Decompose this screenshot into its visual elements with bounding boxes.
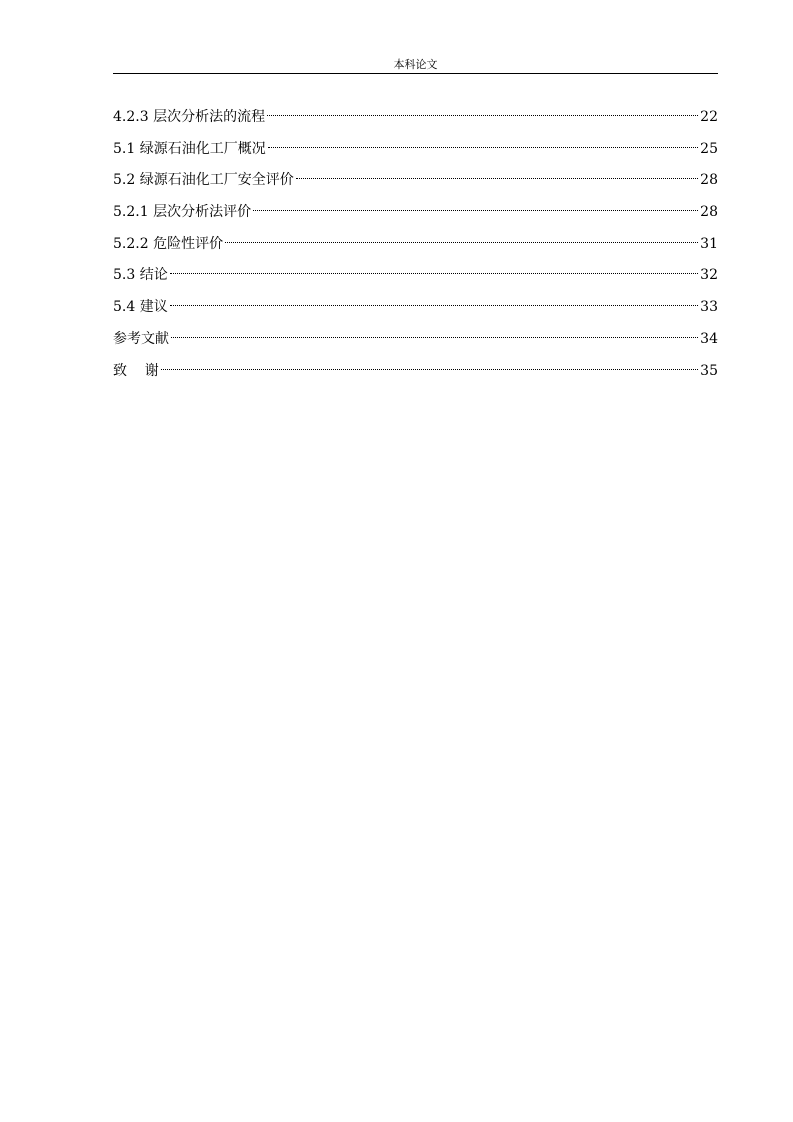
toc-entry-page: 28: [700, 204, 718, 221]
toc-entry[interactable]: [113, 321, 718, 353]
toc-entry-title: 5.4 建议: [113, 299, 168, 316]
toc-entry[interactable]: [113, 162, 718, 194]
toc-dot-leader: [268, 131, 698, 153]
table-of-contents: [113, 99, 718, 384]
toc-entry[interactable]: [113, 257, 718, 289]
toc-entry-title: 参考文献: [113, 330, 169, 347]
toc-entry-page: 25: [700, 140, 718, 157]
toc-entry-title: 致 谢: [113, 362, 159, 379]
toc-entry-title: 5.3 结论: [113, 267, 168, 284]
toc-dot-leader: [267, 99, 698, 121]
running-header: 本科论文: [393, 58, 438, 71]
toc-entry-page: 31: [700, 235, 718, 252]
toc-dot-leader: [170, 257, 698, 279]
toc-entry-page: 34: [700, 330, 718, 347]
toc-entry[interactable]: [113, 289, 718, 321]
toc-entry-page: 33: [700, 299, 718, 316]
toc-entry[interactable]: [113, 131, 718, 163]
toc-entry[interactable]: [113, 353, 718, 385]
toc-dot-leader: [225, 226, 698, 248]
toc-entry-title: 5.2.2 危险性评价: [113, 235, 224, 252]
toc-dot-leader: [171, 321, 698, 343]
toc-entry-title: 5.2 绿源石油化工厂安全评价: [113, 172, 294, 189]
toc-dot-leader: [170, 289, 698, 311]
toc-dot-leader: [296, 162, 698, 184]
toc-dot-leader: [161, 353, 698, 375]
header-divider: [113, 73, 718, 74]
toc-entry-page: 35: [700, 362, 718, 379]
toc-entry[interactable]: [113, 99, 718, 131]
toc-entry-page: 22: [700, 109, 718, 125]
toc-entry-title: 4.2.3 层次分析法的流程: [113, 109, 266, 125]
toc-entry[interactable]: [113, 226, 718, 258]
toc-entry-title: 5.2.1 层次分析法评价: [113, 204, 252, 221]
toc-entry[interactable]: [113, 194, 718, 226]
toc-entry-page: 32: [700, 267, 718, 284]
toc-dot-leader: [253, 194, 698, 216]
toc-entry-title: 5.1 绿源石油化工厂概况: [113, 140, 266, 157]
toc-entry-page: 28: [700, 172, 718, 189]
